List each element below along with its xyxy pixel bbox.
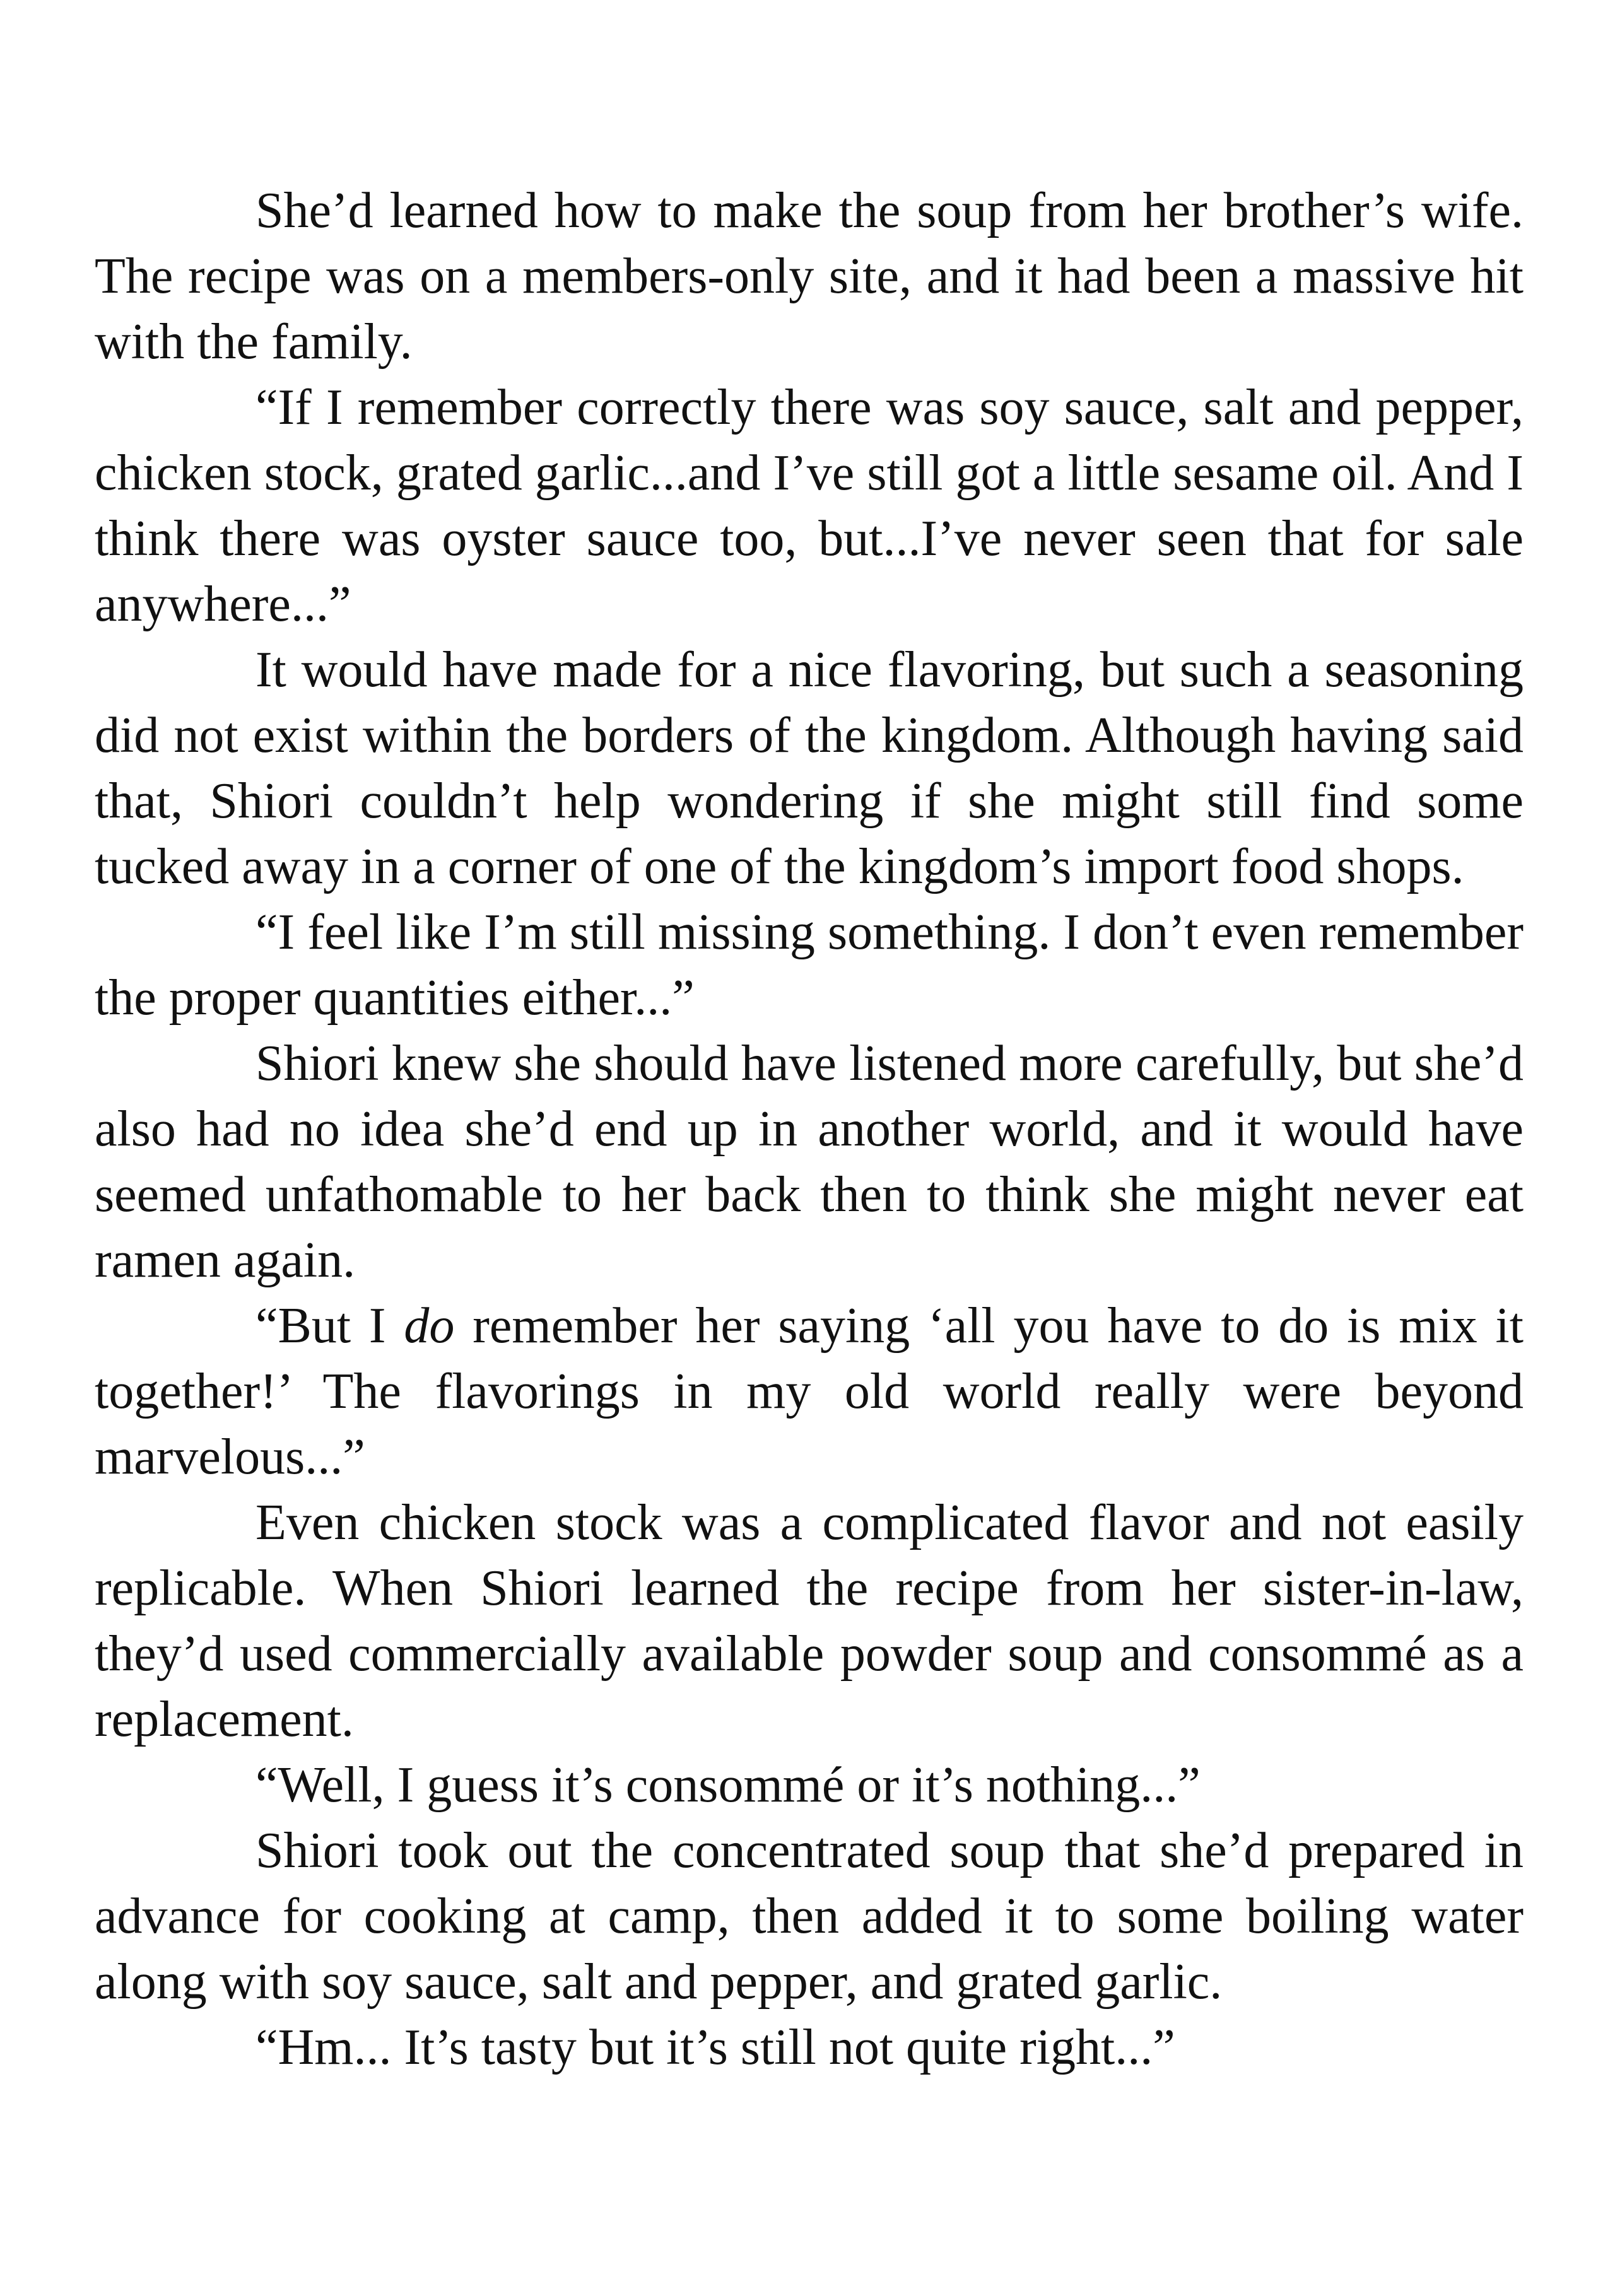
paragraph: “Hm... It’s tasty but it’s still not quite right...” xyxy=(255,2020,1175,2075)
paragraph: Shiori took out the concentrated soup that she’d prepared in advance for cooking at camp, then added it to some boiling water along with soy sauce, salt and pepper, and grated garlic. xyxy=(95,1823,1524,2010)
paragraph-text: remember her saying ‘all you have to do is mix it together!’ The flavorings in my old world really were beyond marvelous...” xyxy=(95,1298,1524,1485)
paragraph: “If I remember correctly there was soy sauce, salt and pepper, chicken stock, grated garlic...and I’ve still got a little sesame oil. And I think there was oyster sauce too, but...I’ve never seen that for sale anywhere...” xyxy=(95,380,1524,632)
paragraph: She’d learned how to make the soup from her brother’s wife. The recipe was on a members-only site, and it had been a massive hit with the family. xyxy=(95,183,1524,370)
paragraph: Even chicken stock was a complicated flavor and not easily replicable. When Shiori learned the recipe from her sister-in-law, they’d used commercially available powder soup and consommé as a replacement. xyxy=(95,1495,1524,1747)
paragraph: “I feel like I’m still missing something. I don’t even remember the proper quantities either...” xyxy=(95,905,1524,1026)
paragraph-text: “But I xyxy=(255,1298,404,1354)
paragraph: Shiori knew she should have listened more carefully, but she’d also had no idea she’d end up in another world, and it would have seemed unfathomable to her back then to think she might never eat ramen again. xyxy=(95,1036,1524,1288)
book-page-text xyxy=(95,178,1524,2080)
paragraph: It would have made for a nice flavoring, but such a seasoning did not exist within the borders of the kingdom. Although having said that, Shiori couldn’t help wondering if she might still find some tucked away in a corner of one of the kingdom’s import food shops. xyxy=(95,642,1524,894)
emphasis-text: do xyxy=(404,1298,455,1354)
paragraph xyxy=(95,1293,1524,1490)
paragraph: “Well, I guess it’s consommé or it’s nothing...” xyxy=(255,1757,1201,1813)
